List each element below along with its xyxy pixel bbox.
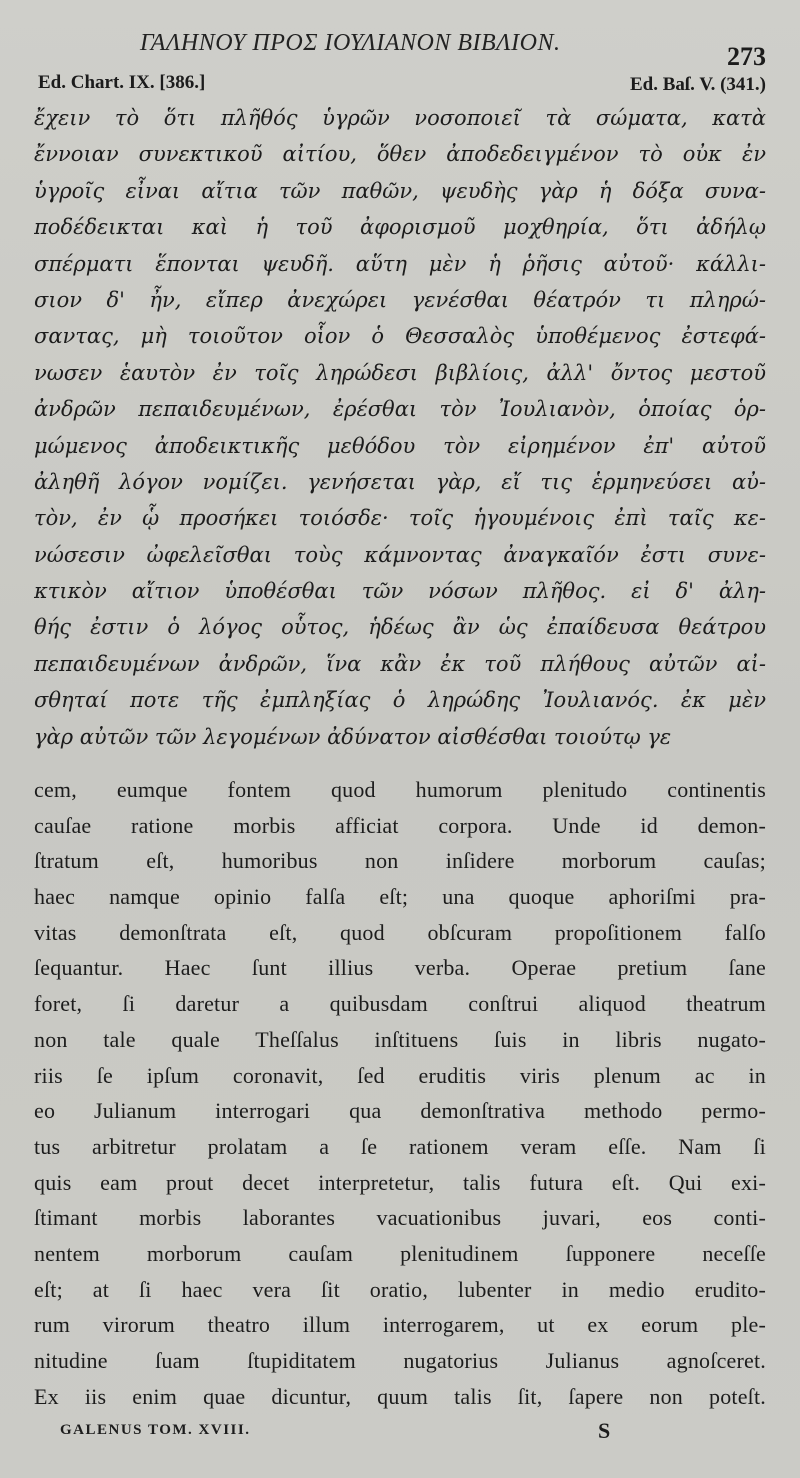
greek-text-line: σθηταί ποτε τῆς ἐμπληξίας ὁ ληρώδης Ἰουλιανός. ἐκ μὲν	[34, 688, 766, 713]
latin-text-line: nitudine ſuam ſtupiditatem nugatorius Julianus agnoſceret.	[34, 1348, 766, 1373]
greek-text-line: νωσεν ἑαυτὸν ἐν τοῖς ληρώδεσι βιβλίοις, ἀλλ' ὄντος μεστοῦ	[34, 360, 766, 385]
greek-text-column	[34, 100, 766, 755]
latin-text-line: ſtimant morbis laborantes vacuationibus juvari, eos conti-	[34, 1205, 766, 1231]
greek-text-line: μώμενος ἀποδεικτικῆς μεθόδου τὸν εἰρημένον ἐπ' αὐτοῦ	[34, 433, 766, 458]
running-title: ΓΑΛΗΝΟΥ ΠΡΟΣ ΙΟΥΛΙΑΝΟΝ ΒΙΒΛΙΟΝ.	[140, 30, 561, 56]
latin-text-line: cauſae ratione morbis afficiat corpora. Unde id demon-	[34, 812, 766, 838]
gathering-letter: S	[598, 1418, 611, 1443]
latin-text-line: foret, ſi daretur a quibusdam conſtrui aliquod theatrum	[34, 991, 766, 1017]
latin-text-line: eo Julianum interrogari qua demonſtrativa methodo permo-	[34, 1098, 766, 1124]
greek-text-line: ἀληθῆ λόγον νομίζει. γενήσεται γὰρ, εἴ τις ἑρμηνεύσει αὐ-	[34, 469, 766, 494]
latin-text-line: ſtratum eſt, humoribus non inſidere morborum cauſas;	[34, 848, 766, 874]
greek-text-line: σπέρματι ἕπονται ψευδῆ. αὕτη μὲν ἡ ῥῆσις αὐτοῦ· κάλλι-	[34, 251, 766, 276]
greek-text-line: γὰρ αὐτῶν τῶν λεγομένων ἀδύνατον αἰσθέσθαι τοιούτῳ γε	[34, 724, 672, 749]
edition-chart-reference: Ed. Chart. IX. [386.]	[38, 72, 206, 93]
latin-text-line: nentem morborum cauſam plenitudinem ſupponere neceſſe	[34, 1240, 766, 1266]
greek-text-line: πεπαιδευμένων ἀνδρῶν, ἵνα κἂν ἐκ τοῦ πλήθους αὐτῶν αἰ-	[34, 651, 766, 676]
greek-text-line: θής ἐστιν ὁ λόγος οὗτος, ἡδέως ἂν ὡς ἐπαίδευσα θεάτρου	[34, 615, 766, 640]
latin-text-line: cem, eumque fontem quod humorum plenitudo continentis	[34, 777, 766, 802]
edition-basel-reference: Ed. Baſ. V. (341.)	[629, 74, 766, 95]
latin-text-line: riis ſe ipſum coronavit, ſed eruditis viris plenum ac in	[34, 1062, 766, 1088]
latin-text-line: haec namque opinio falſa eſt; una quoque aphoriſmi pra-	[34, 884, 766, 910]
greek-text-line: σιον δ' ἦν, εἴπερ ἀνεχώρει γενέσθαι θέατρόν τι πληρώ-	[34, 287, 766, 312]
latin-text-line: eſt; at ſi haec vera ſit oratio, lubenter in medio erudito-	[34, 1276, 766, 1302]
page-number: 273	[727, 42, 766, 71]
page-footer	[60, 1418, 760, 1448]
greek-text-line: ἔχειν τὸ ὅτι πλῆθός ὑγρῶν νοσοποιεῖ τὰ σώματα, κατὰ	[34, 106, 766, 130]
latin-text-column	[34, 772, 766, 1414]
latin-text-line: non tale quale Theſſalus inſtituens ſuis in libris nugato-	[34, 1026, 766, 1052]
greek-text-line: τὸν, ἐν ᾧ προσήκει τοιόσδε· τοῖς ἡγουμένοις ἐπὶ ταῖς κε-	[34, 506, 766, 531]
signature-mark: GALENUS TOM. XVIII.	[60, 1422, 251, 1438]
greek-text-line: κτικὸν αἴτιον ὑποθέσθαι τῶν νόσων πλῆθος. εἰ δ' ἀλη-	[34, 579, 766, 604]
greek-text-line: νώσεσιν ὠφελεῖσθαι τοὺς κάμνοντας ἀναγκαῖόν ἐστι συνε-	[34, 542, 766, 567]
latin-text-line: rum virorum theatro illum interrogarem, ut ex eorum ple-	[34, 1312, 766, 1338]
greek-text-line: σαντας, μὴ τοιοῦτον οἷον ὁ Θεσσαλὸς ὑποθέμενος ἐστεφά-	[34, 324, 766, 349]
latin-text-line: vitas demonſtrata eſt, quod obſcuram propoſitionem falſo	[34, 919, 766, 945]
greek-text-line: ὑγροῖς εἶναι αἴτια τῶν παθῶν, ψευδὴς γὰρ ἡ δόξα συνα-	[34, 178, 766, 203]
greek-text-line: ποδέδεικται καὶ ἡ τοῦ ἀφορισμοῦ μοχθηρία, ὅτι ἀδήλῳ	[34, 215, 766, 240]
greek-text-line: ἀνδρῶν πεπαιδευμένων, ἐρέσθαι τὸν Ἰουλιανὸν, ὁποίας ὁρ-	[34, 397, 766, 422]
latin-text-line: tus arbitretur prolatam a ſe rationem veram eſſe. Nam ſi	[34, 1133, 766, 1159]
latin-text-line: Ex iis enim quae dicuntur, quum talis ſit, ſapere non poteſt.	[34, 1383, 766, 1409]
latin-text-line: quis eam prout decet interpretetur, talis futura eſt. Qui exi-	[34, 1169, 766, 1195]
greek-text-line: ἔννοιαν συνεκτικοῦ αἰτίου, ὅθεν ἀποδεδειγμένον τὸ οὐκ ἐν	[34, 142, 766, 167]
latin-text-line: ſequantur. Haec ſunt illius verba. Operae pretium ſane	[34, 955, 766, 981]
